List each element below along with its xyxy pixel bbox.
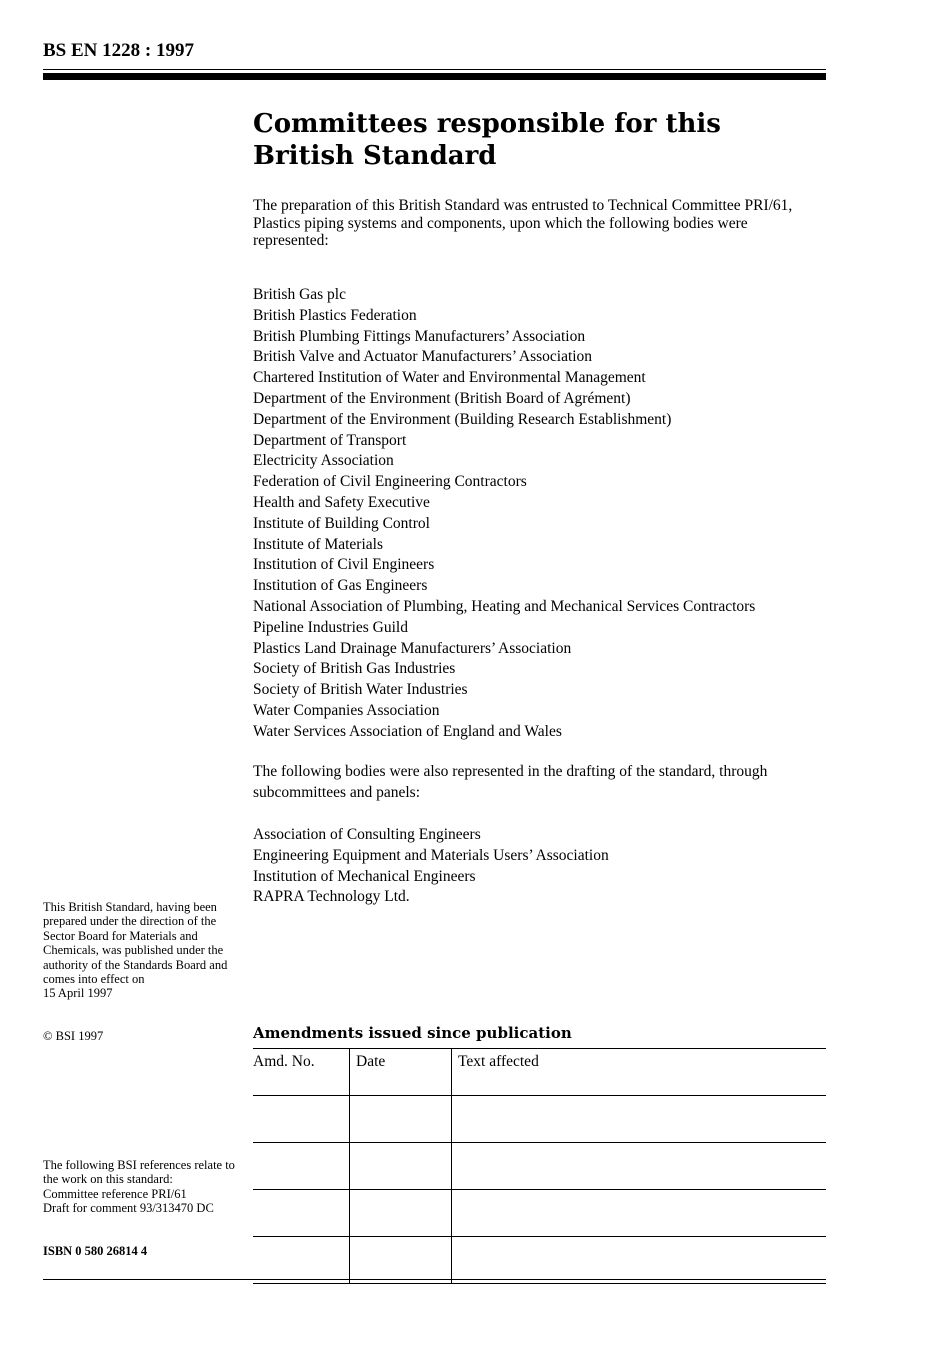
table-cell — [452, 1143, 827, 1190]
table-cell — [253, 1190, 350, 1237]
isbn: ISBN 0 580 26814 4 — [43, 1244, 148, 1258]
list-item: Department of the Environment (British Board of Agrément) — [253, 389, 631, 407]
title-line-1: Committees responsible for this — [253, 109, 721, 139]
list-item: British Gas plc — [253, 286, 346, 303]
list-item: Chartered Institution of Water and Environmental Management — [253, 369, 646, 387]
column-header-date: Date — [350, 1049, 452, 1096]
bsi-references — [43, 1158, 238, 1216]
table-row — [253, 1190, 826, 1237]
document-code: BS EN 1228 : 1997 — [43, 40, 194, 61]
table-cell — [350, 1237, 452, 1284]
list-item: Institution of Gas Engineers — [253, 577, 428, 595]
list-item: Department of Transport — [253, 431, 407, 449]
list-item: Pipeline Industries Guild — [253, 618, 408, 636]
table-cell — [350, 1096, 452, 1143]
list-item: British Plastics Federation — [253, 306, 417, 324]
draft-reference: Draft for comment 93/313470 DC — [43, 1201, 214, 1216]
references-intro: The following BSI references relate to the work on this standard: — [43, 1158, 235, 1187]
intro-paragraph: The preparation of this British Standard was entrusted to Technical Committee PRI/61, Plastics piping systems and components, upon which the following bodies were represented: — [253, 197, 793, 249]
list-item: British Plumbing Fittings Manufacturers’ Association — [253, 327, 586, 345]
effective-date: 15 April 1997 — [43, 986, 113, 1001]
header-rule-thin — [43, 69, 826, 70]
list-item: Health and Safety Executive — [253, 493, 430, 511]
publication-note — [43, 900, 238, 1001]
header-rule-thick — [43, 73, 826, 80]
table-cell — [253, 1096, 350, 1143]
list-item: Institution of Civil Engineers — [253, 556, 435, 574]
list-item: Department of the Environment (Building Research Establishment) — [253, 410, 672, 428]
column-header-text-affected: Text affected — [452, 1049, 827, 1096]
list-item: British Valve and Actuator Manufacturers’ Association — [253, 348, 593, 366]
table-cell — [253, 1237, 350, 1284]
list-item: Federation of Civil Engineering Contractors — [253, 473, 527, 491]
list-item: Plastics Land Drainage Manufacturers’ Association — [253, 639, 572, 657]
list-item: Institute of Materials — [253, 535, 383, 553]
list-item: Institute of Building Control — [253, 514, 430, 532]
table-header-row — [253, 1049, 826, 1096]
list-item: Water Services Association of England and Wales — [253, 722, 562, 740]
publication-note-text: This British Standard, having been prepared under the direction of the Sector Board for Materials and Chemicals, was published under the authority of the Standards Board and comes into effect on — [43, 900, 228, 987]
list-item: RAPRA Technology Ltd. — [253, 888, 410, 906]
table-row — [253, 1096, 826, 1143]
also-represented-paragraph: The following bodies were also represented in the drafting of the standard, through subcommittees and panels: — [253, 763, 768, 801]
list-item: Electricity Association — [253, 452, 394, 470]
table-cell — [452, 1237, 827, 1284]
copyright-notice: © BSI 1997 — [43, 1029, 104, 1043]
table-cell — [452, 1190, 827, 1237]
list-item: National Association of Plumbing, Heating and Mechanical Services Contractors — [253, 597, 756, 615]
page-title — [253, 108, 813, 172]
committee-reference: Committee reference PRI/61 — [43, 1186, 187, 1201]
column-header-amd-no: Amd. No. — [253, 1049, 350, 1096]
represented-bodies-list — [253, 285, 833, 743]
list-item: Institution of Mechanical Engineers — [253, 867, 476, 885]
list-item: Water Companies Association — [253, 701, 440, 719]
table-row — [253, 1237, 826, 1284]
table-cell — [350, 1143, 452, 1190]
amendments-table — [253, 1048, 826, 1284]
list-item: Engineering Equipment and Materials Users’ Association — [253, 846, 609, 864]
list-item: Society of British Water Industries — [253, 681, 468, 699]
list-item: Association of Consulting Engineers — [253, 826, 481, 843]
amendments-title: Amendments issued since publication — [253, 1024, 572, 1042]
subcommittee-bodies-list — [253, 825, 833, 908]
list-item: Society of British Gas Industries — [253, 660, 456, 678]
title-line-2: British Standard — [253, 141, 497, 171]
table-cell — [350, 1190, 452, 1237]
table-row — [253, 1143, 826, 1190]
table-cell — [253, 1143, 350, 1190]
footer-rule — [43, 1279, 826, 1280]
table-cell — [452, 1096, 827, 1143]
